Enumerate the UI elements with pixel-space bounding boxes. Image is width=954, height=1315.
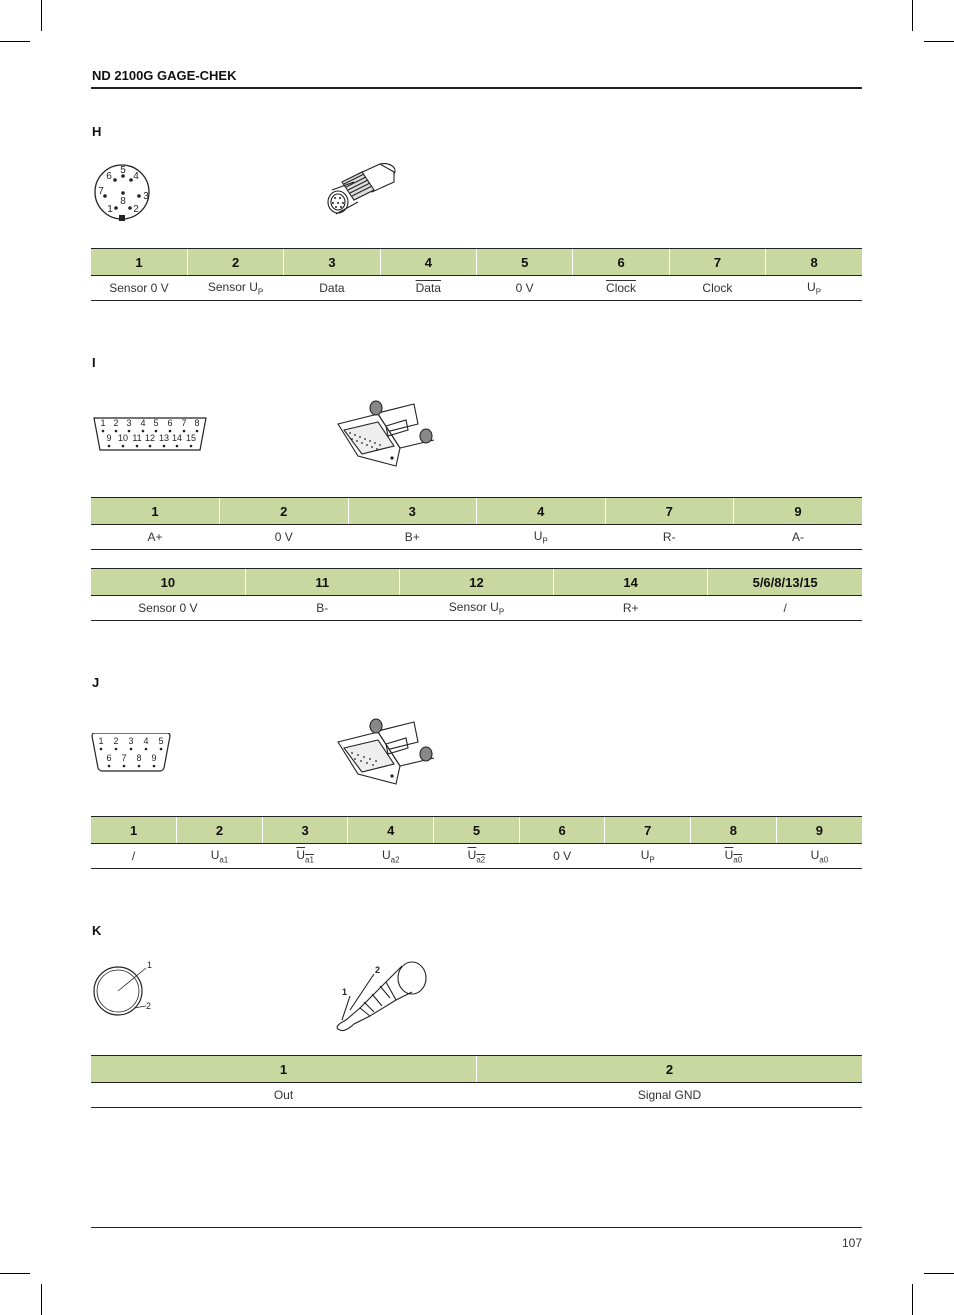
crop-mark <box>0 1273 30 1274</box>
svg-text:1: 1 <box>147 960 153 970</box>
table-row <box>91 276 862 301</box>
pin-signal: B+ <box>348 525 477 550</box>
pin-signal: B- <box>245 596 399 621</box>
svg-text:5: 5 <box>153 418 159 428</box>
svg-text:3: 3 <box>128 736 134 746</box>
crop-mark <box>912 1284 913 1315</box>
pin-signal: Out <box>91 1083 477 1108</box>
svg-text:4: 4 <box>143 736 149 746</box>
svg-text:14: 14 <box>171 433 183 443</box>
pin-header: 12 <box>399 569 553 596</box>
pin-signal: 0 V <box>477 276 573 301</box>
section-i-letter: I <box>92 355 96 370</box>
pin-header: 5 <box>477 249 573 276</box>
pin-signal: Sensor $U_P$ <box>187 276 283 301</box>
pin-signal: Sensor $U_P$ <box>399 596 553 621</box>
pin-header: 5 <box>434 817 520 844</box>
table-row <box>91 844 862 869</box>
dsub-9pin-connector-face <box>90 733 172 773</box>
pin-header: 7 <box>669 249 765 276</box>
dsub-connector-drawing <box>334 400 440 470</box>
pin-header: 4 <box>380 249 476 276</box>
pin-label: 8 <box>120 196 126 207</box>
pin-header: 10 <box>91 569 245 596</box>
pin-header: 2 <box>187 249 283 276</box>
pin-signal: R+ <box>554 596 708 621</box>
circular-8pin-connector-face <box>90 162 154 222</box>
pin-label: 2 <box>133 204 139 215</box>
page-title: ND 2100G GAGE-CHEK <box>92 68 237 83</box>
pin-header: 3 <box>348 498 477 525</box>
svg-text:1: 1 <box>342 987 348 997</box>
table-row <box>91 525 862 550</box>
pin-signal: $U_{a0}$ <box>776 844 862 869</box>
pin-signal: $U_{a2}$ <box>348 844 434 869</box>
svg-text:7: 7 <box>181 418 187 428</box>
pin-label: 4 <box>133 171 139 182</box>
pin-signal: / <box>91 844 177 869</box>
pin-header: 4 <box>348 817 434 844</box>
table-header-row <box>91 498 862 525</box>
svg-text:11: 11 <box>132 433 142 443</box>
table-header-row <box>91 1056 862 1083</box>
crop-mark <box>924 41 954 42</box>
pin-signal: $U_{a2}$ <box>434 844 520 869</box>
pin-signal: Sensor 0 V <box>91 276 187 301</box>
svg-text:13: 13 <box>158 433 170 443</box>
page-number: 107 <box>841 1236 862 1250</box>
section-h-letter: H <box>92 124 102 139</box>
pin-label: 3 <box>143 191 149 202</box>
pin-signal: Data <box>284 276 380 301</box>
pin-signal: Data <box>380 276 476 301</box>
pin-table-h <box>91 248 862 301</box>
pin-signal: $U_P$ <box>477 525 606 550</box>
pin-table-i-1 <box>91 497 862 550</box>
pin-header: 1 <box>91 1056 477 1083</box>
pin-header: 7 <box>605 817 691 844</box>
pin-header: 3 <box>262 817 348 844</box>
pin-table-i-2 <box>91 568 862 621</box>
pin-header: 5/6/8/13/15 <box>708 569 862 596</box>
crop-mark <box>41 1284 42 1315</box>
pin-header: 11 <box>245 569 399 596</box>
pin-signal: 0 V <box>519 844 605 869</box>
pin-header: 2 <box>220 498 349 525</box>
pin-signal: $U_{a1}$ <box>262 844 348 869</box>
pin-header: 6 <box>573 249 669 276</box>
svg-text:15: 15 <box>185 433 197 443</box>
pin-header: 14 <box>554 569 708 596</box>
pin-signal: $U_P$ <box>766 276 862 301</box>
pin-signal: A+ <box>91 525 220 550</box>
svg-text:2: 2 <box>113 736 119 746</box>
circular-connector-plug-drawing <box>320 160 400 220</box>
dsub-connector-drawing <box>334 718 440 788</box>
pin-header: 1 <box>91 817 177 844</box>
pin-label: 6 <box>106 171 112 182</box>
footer-rule <box>91 1227 862 1228</box>
pin-header: 8 <box>691 817 777 844</box>
svg-text:9: 9 <box>106 433 112 443</box>
svg-text:7: 7 <box>121 753 127 763</box>
pin-signal: Sensor 0 V <box>91 596 245 621</box>
pin-header: 1 <box>91 249 187 276</box>
pin-header: 9 <box>776 817 862 844</box>
pin-signal: Clock <box>573 276 669 301</box>
pin-signal: Signal GND <box>477 1083 863 1108</box>
section-k-letter: K <box>92 923 102 938</box>
svg-text:12: 12 <box>144 433 156 443</box>
pin-signal: / <box>708 596 862 621</box>
pin-signal: $U_{a0}$ <box>691 844 777 869</box>
pin-header: 8 <box>766 249 862 276</box>
crop-mark <box>0 41 30 42</box>
pin-signal: 0 V <box>220 525 349 550</box>
pin-signal: R- <box>605 525 734 550</box>
svg-text:4: 4 <box>140 418 146 428</box>
svg-text:1: 1 <box>98 736 104 746</box>
header-rule <box>91 87 862 89</box>
pin-signal: $U_P$ <box>605 844 691 869</box>
pin-table-j <box>91 816 862 869</box>
table-row <box>91 596 862 621</box>
svg-text:1: 1 <box>100 418 106 428</box>
pin-header: 9 <box>734 498 863 525</box>
pin-label: 1 <box>107 204 113 215</box>
phone-plug-drawing <box>320 958 432 1034</box>
pin-label: 7 <box>98 186 104 197</box>
svg-text:8: 8 <box>194 418 200 428</box>
pin-label: 5 <box>120 165 126 176</box>
pin-header: 1 <box>91 498 220 525</box>
pin-signal: $U_{a1}$ <box>177 844 263 869</box>
svg-text:6: 6 <box>106 753 112 763</box>
svg-text:5: 5 <box>158 736 164 746</box>
dsub-15pin-connector-face <box>92 414 210 454</box>
pin-table-k <box>91 1055 862 1108</box>
svg-text:2: 2 <box>146 1001 152 1011</box>
table-header-row <box>91 249 862 276</box>
svg-text:6: 6 <box>167 418 173 428</box>
pin-signal: A- <box>734 525 863 550</box>
svg-text:3: 3 <box>126 418 132 428</box>
pin-header: 7 <box>605 498 734 525</box>
table-header-row <box>91 569 862 596</box>
svg-text:2: 2 <box>113 418 119 428</box>
pin-header: 2 <box>477 1056 863 1083</box>
pin-header: 3 <box>284 249 380 276</box>
svg-text:2: 2 <box>375 965 381 975</box>
pin-header: 6 <box>519 817 605 844</box>
table-header-row <box>91 817 862 844</box>
pin-signal: Clock <box>669 276 765 301</box>
section-j-letter: J <box>92 675 100 690</box>
pin-header: 2 <box>177 817 263 844</box>
jack-connector-face <box>90 956 160 1020</box>
crop-mark <box>912 0 913 31</box>
crop-mark <box>924 1273 954 1274</box>
crop-mark <box>41 0 42 31</box>
pin-header: 4 <box>477 498 606 525</box>
svg-text:8: 8 <box>136 753 142 763</box>
table-row <box>91 1083 862 1108</box>
svg-text:9: 9 <box>151 753 157 763</box>
svg-text:10: 10 <box>117 433 129 443</box>
